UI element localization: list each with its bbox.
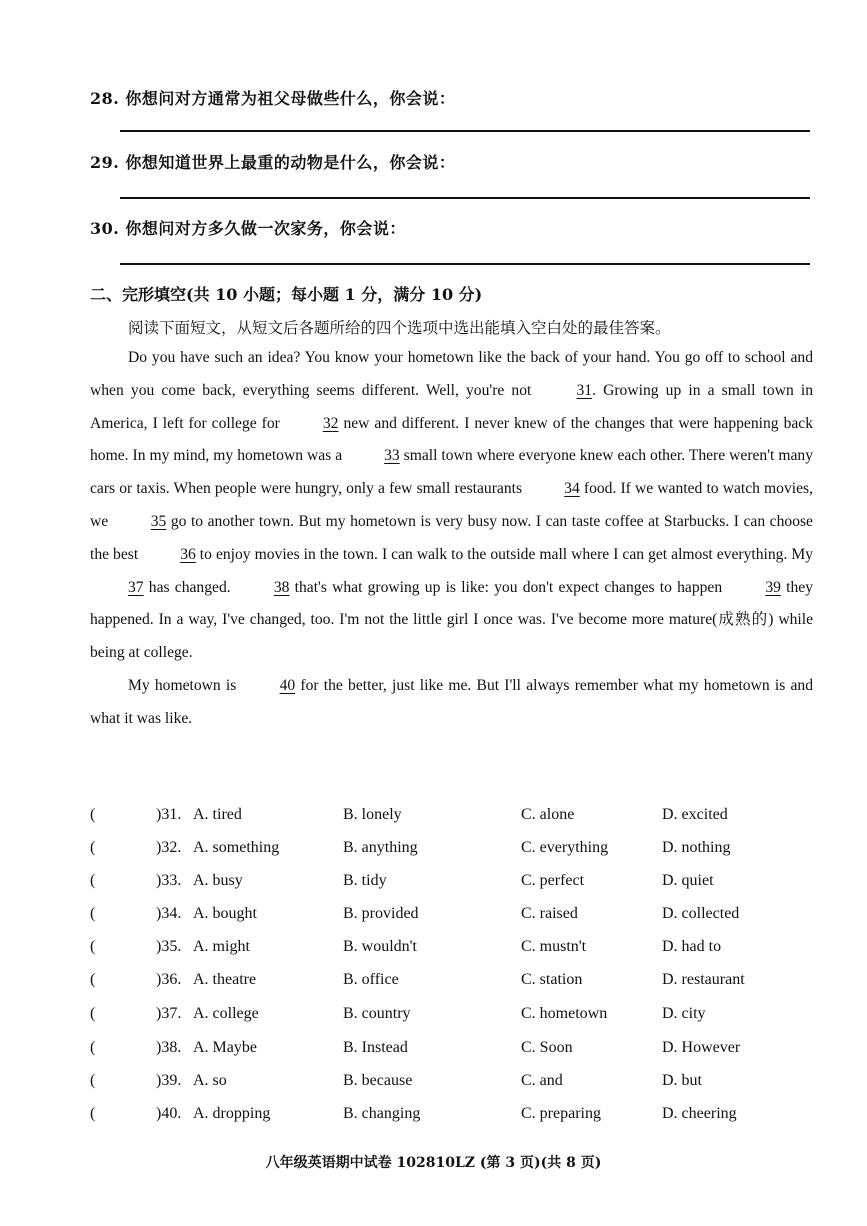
option-b[interactable]: B. wouldn't: [343, 938, 417, 955]
option-b[interactable]: B. anything: [343, 839, 418, 856]
option-a[interactable]: A. tired: [193, 806, 242, 823]
option-a[interactable]: A. dropping: [193, 1105, 271, 1122]
option-row-37: [90, 1005, 810, 1038]
blank-35: 35: [150, 512, 167, 530]
answer-line-28[interactable]: [120, 130, 810, 132]
passage-text: they happened. In a way, I've changed, too. I'm not the little girl I once was. I've become more mature(成熟的) while being at college.: [90, 578, 813, 662]
option-a[interactable]: A. bought: [193, 905, 257, 922]
question-number: )38.: [156, 1039, 182, 1056]
question-number: )36.: [156, 971, 182, 988]
option-a[interactable]: A. theatre: [193, 971, 257, 988]
passage-text: new and different. I never knew of the changes that were happening back home. In my mind, my hometown was a: [90, 414, 814, 465]
option-a[interactable]: A. so: [193, 1072, 227, 1089]
option-d[interactable]: D. restaurant: [662, 971, 745, 988]
answer-paren[interactable]: (: [90, 1039, 96, 1056]
question-number: )33.: [156, 872, 182, 889]
option-a[interactable]: A. busy: [193, 872, 243, 889]
question-28: 28. 你想问对方通常为祖父母做些什么，你会说：: [90, 89, 456, 108]
option-c[interactable]: C. everything: [521, 839, 609, 856]
passage-text: small town where everyone knew each other. There weren't many cars or taxis. When people were hungry, only a few small restaurants: [90, 447, 813, 498]
question-30: 30. 你想问对方多久做一次家务，你会说：: [90, 219, 406, 238]
blank-38: 38: [273, 578, 290, 596]
question-number: )39.: [156, 1072, 182, 1089]
option-row-35: [90, 938, 810, 971]
option-row-40: [90, 1105, 810, 1138]
passage-text: go to another town. But my hometown is very busy now. I can taste coffee at Starbucks. I can choose the best: [90, 512, 813, 563]
answer-line-29[interactable]: [120, 197, 810, 199]
passage-paragraph-1: [90, 342, 813, 670]
option-row-39: [90, 1072, 810, 1105]
option-d[interactable]: D. However: [662, 1039, 741, 1056]
option-row-31: [90, 806, 810, 839]
option-b[interactable]: B. tidy: [343, 872, 387, 889]
option-d[interactable]: D. excited: [662, 806, 728, 823]
passage-text: to enjoy movies in the town. I can walk to the outside mall where I can get almost everything. My: [195, 545, 813, 563]
option-b[interactable]: B. lonely: [343, 806, 402, 823]
option-row-38: [90, 1039, 810, 1072]
option-c[interactable]: C. and: [521, 1072, 563, 1089]
option-d[interactable]: D. cheering: [662, 1105, 737, 1122]
option-d[interactable]: D. collected: [662, 905, 740, 922]
question-number: )40.: [156, 1105, 182, 1122]
answer-paren[interactable]: (: [90, 1105, 96, 1122]
passage-text: has changed.: [143, 578, 236, 596]
option-a[interactable]: A. Maybe: [193, 1039, 257, 1056]
answer-paren[interactable]: (: [90, 806, 96, 823]
section-instruction: 阅读下面短文，从短文后各题所给的四个选项中选出能填入空白处的最佳答案。: [128, 319, 671, 337]
blank-36: 36: [180, 545, 196, 563]
blank-37: 37: [128, 578, 144, 596]
option-c[interactable]: C. Soon: [521, 1039, 573, 1056]
passage-text: . Growing up in a small town in America, I left for college for: [90, 381, 813, 432]
option-a[interactable]: A. might: [193, 938, 250, 955]
option-row-33: [90, 872, 810, 905]
question-29: 29. 你想知道世界上最重的动物是什么，你会说：: [90, 153, 456, 172]
question-number: )37.: [156, 1005, 182, 1022]
answer-paren[interactable]: (: [90, 839, 96, 856]
option-row-34: [90, 905, 810, 938]
blank-34: 34: [564, 480, 580, 498]
option-b[interactable]: B. provided: [343, 905, 419, 922]
option-b[interactable]: B. country: [343, 1005, 411, 1022]
blank-31: 31: [576, 381, 593, 399]
option-row-36: [90, 971, 810, 1004]
option-d[interactable]: D. had to: [662, 938, 722, 955]
option-c[interactable]: C. station: [521, 971, 583, 988]
option-b[interactable]: B. because: [343, 1072, 413, 1089]
question-number: )31.: [156, 806, 182, 823]
option-d[interactable]: D. but: [662, 1072, 702, 1089]
passage-text: food. If we wanted to watch movies, we: [90, 480, 813, 530]
question-number: )35.: [156, 938, 182, 955]
answer-paren[interactable]: (: [90, 938, 96, 955]
question-number: )34.: [156, 905, 182, 922]
option-b[interactable]: B. office: [343, 971, 399, 988]
passage-text: My hometown is: [128, 676, 242, 694]
option-c[interactable]: C. hometown: [521, 1005, 608, 1022]
question-number: )32.: [156, 839, 182, 856]
blank-33: 33: [384, 447, 400, 465]
passage-paragraph-2: [90, 670, 813, 736]
blank-40: 40: [279, 676, 296, 694]
option-b[interactable]: B. changing: [343, 1105, 421, 1122]
option-d[interactable]: D. nothing: [662, 839, 731, 856]
option-c[interactable]: C. preparing: [521, 1105, 601, 1122]
passage-text: that's what growing up is like: you don't expect changes to happen: [289, 578, 728, 596]
passage-text: for the better, just like me. But I'll always remember what my hometown is and what it was like.: [90, 676, 813, 727]
option-c[interactable]: C. raised: [521, 905, 578, 922]
cloze-passage: [90, 342, 813, 736]
answer-paren[interactable]: (: [90, 1072, 96, 1089]
option-c[interactable]: C. mustn't: [521, 938, 587, 955]
page-footer: 八年级英语期中试卷 102810LZ (第 3 页)(共 8 页): [265, 1155, 602, 1171]
option-row-32: [90, 839, 810, 872]
answer-paren[interactable]: (: [90, 905, 96, 922]
option-a[interactable]: A. something: [193, 839, 280, 856]
option-a[interactable]: A. college: [193, 1005, 259, 1022]
option-d[interactable]: D. quiet: [662, 872, 714, 889]
answer-line-30[interactable]: [120, 263, 810, 265]
answer-paren[interactable]: (: [90, 1005, 96, 1022]
passage-text: Do you have such an idea? You know your hometown like the back of your hand. You go off to school and when you come back, everything seems different. Well, you're not: [90, 349, 813, 399]
answer-paren[interactable]: (: [90, 872, 96, 889]
blank-32: 32: [322, 414, 339, 432]
option-c[interactable]: C. alone: [521, 806, 575, 823]
section-title: 二、完形填空(共 10 小题；每小题 1 分，满分 10 分): [90, 285, 483, 304]
option-b[interactable]: B. Instead: [343, 1039, 408, 1056]
option-c[interactable]: C. perfect: [521, 872, 585, 889]
option-d[interactable]: D. city: [662, 1005, 706, 1022]
answer-paren[interactable]: (: [90, 971, 96, 988]
blank-39: 39: [765, 578, 781, 596]
